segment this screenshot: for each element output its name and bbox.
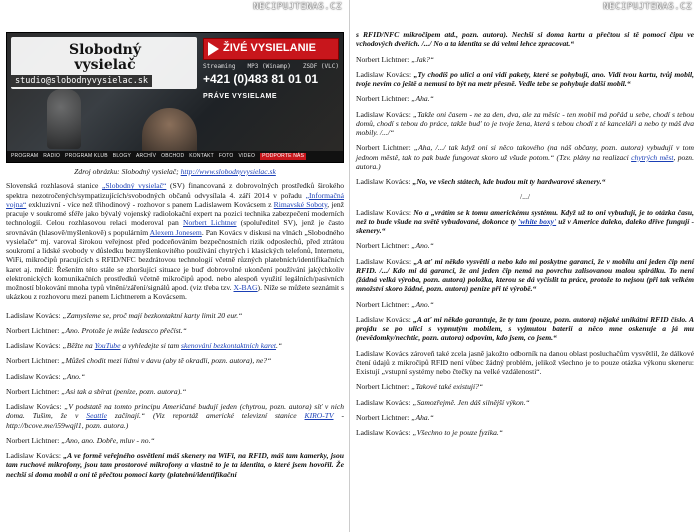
image-caption <box>6 167 344 176</box>
live-label: ŽIVÉ VYSIELANIE <box>223 42 316 55</box>
watermark: NECIPUJTENAS.CZ <box>603 2 692 12</box>
inline-link[interactable]: 'white boxy' <box>518 216 557 226</box>
link-norbert-lichtner[interactable]: Norbert Lichtner <box>183 218 237 228</box>
intro-text: ). Níže se můžete seznámit s ukázkou z rozhovoru mezi panem Lichtnerem a Kovácsem. <box>6 283 345 302</box>
dialogue-text: „V podstatě na tomto principu Američané budují jeden (chytrou, pozn. autora) síť v nich doma. Tušim, že v <box>6 402 345 421</box>
nav-item[interactable]: RADIO <box>43 153 61 160</box>
stream-option[interactable]: MP3 (Winamp) <box>247 63 291 70</box>
speaker-name: Norbert Lichtner: <box>356 143 414 153</box>
intro-text: . Pan Kovács v diskusi na vlnách „Slobodného vysielače“ mj. varoval širokou veřejnost před podceňováním bezpečnostních rizik odposlechů, před ztrátou soukromí a lidské svobody v důsledku bezmyšlenkovitého používání chytrých i klasických telefonů, Internetu, WiFi, mikročipů pracujících s RFID/NFC bezdrátovou technologií včetně různých platebních/identifikačních karet aj. médií: Řešením této stále se zhoršující situace je buď dobrovolné ukončení používání jakýchkoliv elektronických komunikačních prostředků včetně mikročipů apod. nebo alespoň využití legálních/pasivních možností blokování mnoha typů vlnění/záření/signálů apod. (viz třeba tzv. <box>6 227 344 292</box>
dialogue-text: „Asi tak a sbírat (peníze, pozn. autora).“ <box>61 386 187 396</box>
link-x-bag[interactable]: X-BAG <box>233 283 258 292</box>
dialogue-line <box>356 428 694 437</box>
station-logo-title <box>45 43 165 72</box>
dialogue-line <box>6 436 344 445</box>
radio-banner-image <box>6 32 344 163</box>
speaker-name: Norbert Lichtner: <box>356 54 412 64</box>
speaker-name: Ladislaw Kovács: <box>6 402 65 411</box>
speaker-name: Ladislaw Kovács: <box>6 310 63 320</box>
dialogue-line <box>356 398 694 407</box>
dialogue-text: - http://bcove.me/i59wqjl1, pozn. autora.) <box>6 411 344 430</box>
watermark: NECIPUJTENAS.CZ <box>253 2 342 12</box>
speaker-name: Norbert Lichtner: <box>6 356 62 366</box>
dialogue-line <box>356 55 694 64</box>
speaker-name: Ladislaw Kovács: <box>356 69 414 79</box>
dialogue-text: „Ano.“ <box>411 299 434 309</box>
inline-link[interactable]: KIRO-TV <box>304 411 334 421</box>
speaker-name: Ladislaw Kovács: <box>356 109 414 119</box>
link-rimavska-sobota[interactable]: Rimavské Soboty <box>273 199 328 209</box>
speaker-name: Norbert Lichtner: <box>6 435 62 445</box>
caption-text: Zdroj obrázku: Slobodný vysielač; <box>74 167 179 176</box>
now-playing-label: PRÁVE VYSIELAME <box>203 93 278 100</box>
speaker-name: Norbert Lichtner: <box>6 325 62 335</box>
dialogue-text: začínají.“ (Viz reportáž americké televizní stanice <box>106 411 305 421</box>
speaker-name: Ladislaw Kovács: <box>6 451 64 460</box>
microphone-icon <box>47 89 81 149</box>
nav-support[interactable]: PODPORTE NÁS <box>262 153 305 160</box>
nav-item[interactable]: KONTAKT <box>189 153 214 160</box>
play-icon <box>208 42 219 56</box>
speaker-name: Ladislaw Kovács: <box>356 177 413 186</box>
dialogue-text: „Můžeš chodit mezi lidmi v davu (aby tě okradli, pozn. autora), ne?“ <box>61 356 272 366</box>
dialogue-line <box>356 382 694 391</box>
speaker-name: Norbert Lichtner: <box>356 94 412 104</box>
dialogue-line <box>6 341 344 350</box>
dialogue-line <box>356 110 694 138</box>
logo-line1: Slobodný <box>69 42 141 58</box>
dialogue-text: „A ať mi někdo garantuje, že ty tam (pouze, pozn. autora) nějaké unikátní RFID číslo. A projdu se po ulici s vypnutým mobilem, s vyjmutou baterií a něco mne oskenuje a já mu (nevědomky/nechtic, pozn. autora) odpovím, kdo jsem, co jsem.“ <box>356 314 695 343</box>
dialogue-text: „A ve formě veřejného osvětlení máš skenery na WiFi, na RFID, máš tam kamerky, jsou tam ruchové mikrofony, jsou tam prostorové mikrofony a vlastně to je ta identita, o které jsem hovořil. Že nechší si doma mobil a oni tě přečtou pomocí karty (platební/identifikační <box>6 451 345 479</box>
dialogue-line <box>6 372 344 381</box>
studio-phone: +421 (0)483 81 01 01 <box>203 72 319 86</box>
dialogue-text: No a „vrátím se k tomu americkému systému. Když už to oni vybudují, je to otázka času, než to bude všude na světě vybudované, dokonce ty <box>356 207 694 226</box>
live-broadcast-button[interactable] <box>203 38 339 60</box>
speaker-name: Ladislaw Kovács: <box>356 256 414 266</box>
dialogue-text: a vyhledejte si tam <box>120 341 181 350</box>
inline-link[interactable]: skenování bezkontaktních karet <box>181 341 277 350</box>
right-page <box>350 0 700 532</box>
dialogue-line <box>356 70 694 89</box>
dialogue-text: „Jak?“ <box>411 54 435 64</box>
dialogue-line <box>356 208 694 236</box>
right-dialogue <box>356 30 694 437</box>
intro-text: (spoluředitel SV), jenž je často srovnáván (hlasově/myšlenkově) s populárním <box>6 218 344 237</box>
speaker-name: Norbert Lichtner: <box>356 412 412 422</box>
speaker-name: Norbert Lichtner: <box>356 299 412 309</box>
left-dialogue <box>6 311 344 479</box>
dialogue-text: „Ty chodíš po ulici a oni vidí pakety, které se pohybují, ano. Vidí tvou kartu, tvůj mobil, tvoje nevím co ještě a nemusí to být na metr přesně. Vedle tebe se pohybuje další mobil.“ <box>356 69 695 88</box>
dialogue-line <box>6 356 344 365</box>
speaker-name: Ladislaw Kovács: <box>356 314 414 324</box>
nav-item[interactable]: VIDEO <box>238 153 256 160</box>
speaker-name: Norbert Lichtner: <box>6 386 62 396</box>
studio-email: studio@slobodnyvysielac.sk <box>11 75 152 87</box>
link-alex-jones[interactable]: Alexem Jonesem <box>149 227 202 237</box>
dialogue-text: „Ano.“ <box>411 241 434 251</box>
link-slobodny-vysielac[interactable]: „Slobodný vysielač“ <box>102 181 167 191</box>
dialogue-text: „No, ve všech státech, kde budou mít ty hardwarové skenery.“ <box>412 177 606 186</box>
inline-link[interactable]: Seattle <box>86 411 107 421</box>
speaker-name: Ladislaw Kovács: <box>356 207 414 217</box>
intro-paragraph <box>6 181 344 301</box>
dialogue-line <box>356 177 694 186</box>
speaker-name: Norbert Lichtner: <box>356 241 412 251</box>
dialogue-line <box>6 387 344 396</box>
dialogue-text: , pozn. autora.) <box>356 152 694 171</box>
link-informacna-vojna[interactable]: „Informačná vojna“ <box>6 190 344 209</box>
dialogue-text: „Ano. Protože je může ledascco přečíst.“ <box>61 325 187 335</box>
dialogue-text: „A ať mi někdo vysvětlí a nebo kdo mi poskytne garanci, že v mobilu ani jeden čip není RFID. /.../ Kdo mi dá garanci, že ani jeden čip nemá na povrchu zalisovanou malou spirálku. To není (žádná velká výroba, pozn. autora) položka, kterou se dá vyčíslit ta práce, protože to nejsou (při tak velkém množství skoro žádné, pozn. autora) peníze při té výrobě.“ <box>356 256 695 294</box>
dialogue-text: Ladislaw Kovács zároveň také zcela jasně jakožto odborník na danou oblast posluchačům vysvětlil, že dálkové čtení údajů z mikročipů RFID není vůbec žádný problém, jelikož všechno je to pouze otázka výkonu skeneru: Existují „vstupní systémy nebo čtečky na velké vzdálenosti“. <box>356 348 694 376</box>
speaker-name: Norbert Lichtner: <box>356 382 412 392</box>
dialogue-text: .“ <box>276 341 283 350</box>
caption-link[interactable]: http://www.slobodnyvysielac.sk <box>180 167 276 176</box>
banner-nav <box>7 151 343 162</box>
dialogue-text: „Takže oni časem - ne za den, dva, ale za měsíc - ten mobil má pořád u sebe, chodí s tebou domů, chodí s tebou do práce, takže bud' to je tvoje žena, která s tebou chodí z té kanceláři a nebo ty máš dva mobily. /.../“ <box>356 109 695 137</box>
intro-text: exkluzivní - více než třihodinový - rozhovor s panem Ladislawem Kovácsem z <box>26 199 274 209</box>
nav-item[interactable]: ARCHÍV <box>136 153 157 160</box>
dialogue-line <box>356 413 694 422</box>
dialogue-text: „Aha.“ <box>411 94 434 104</box>
dialogue-line <box>6 311 344 320</box>
dialogue-line <box>356 241 694 250</box>
dialogue-text: „Aha, /.../ tak když oni si něco takového (na náš občany, pozn. autora) vybudují v tom jednom městě, tak to pak bude fungovat skoro už všude potom.“ (Tzv. plány na realizaci <box>356 143 694 162</box>
nav-item[interactable]: PROGRAM KLUB <box>65 153 108 160</box>
stream-option[interactable]: Streaming <box>203 63 236 70</box>
nav-item[interactable]: PROGRAM <box>11 153 39 160</box>
dialogue-text: „Zamysleme se, proč mají bezkontaktní karty limit 20 eur.“ <box>62 310 243 320</box>
ellipsis-separator: /.../ <box>520 192 530 202</box>
intro-text: Slovenská rozhlasová stanice <box>6 181 102 191</box>
nav-item[interactable]: BLOGY <box>112 153 132 160</box>
dialogue-line <box>6 451 344 479</box>
dialogue-text: s RFID/NFC mikročipem atd., pozn. autora). Nechší si doma kartu a přečtou si tě pomocí čipu ve vchodových dveřích. /.../ No a ta identita se dá velmi lehce zpracovat.“ <box>356 30 694 49</box>
dialogue-text: „Aha.“ <box>411 412 434 422</box>
intro-text: (SV) financovaná z dobrovolných prostředků širokého spektra nezotročených/sympatizujících/svobodných občanů odvysílala 4. září 2014 v pořadu <box>6 181 344 200</box>
inline-link[interactable]: chytrých měst <box>631 152 674 162</box>
inline-link[interactable]: YouTube <box>94 341 121 350</box>
dialogue-text: „Ano.“ <box>62 371 86 381</box>
nav-item[interactable]: OBCHOD <box>161 153 185 160</box>
dialogue-text: už v Americe daleko, daleko dříve fungují - skenery.“ <box>356 216 694 235</box>
dialogue-text: „Běžte na <box>62 341 95 350</box>
dialogue-text: „Takové také existují?“ <box>411 382 484 392</box>
speaker-name: Ladislaw Kovács: <box>356 397 413 407</box>
dialogue-line <box>6 402 344 430</box>
speaker-name: Ladislaw Kovács: <box>6 371 63 381</box>
dialogue-line <box>356 30 694 49</box>
stream-option[interactable]: ZSDF (VLC) <box>302 63 339 70</box>
stream-options <box>203 63 339 70</box>
dialogue-line <box>356 349 694 377</box>
dialogue-line <box>356 315 694 343</box>
dialogue-line <box>356 300 694 309</box>
dialogue-text: „Ano, ano. Dobře, mluv - no.“ <box>61 435 155 445</box>
speaker-name: Ladislaw Kovács: <box>356 428 413 437</box>
nav-item[interactable]: FOTO <box>218 153 234 160</box>
dialogue-text: „Všechno to je pouze fyzika.“ <box>412 428 503 437</box>
dialogue-text: „Samozřejmě. Jen dáš silnější výkon.“ <box>412 397 530 407</box>
dialogue-line <box>356 257 694 294</box>
intro-text: , jenž pracuje v soukromé sféře jako bývalý vojenský radiolokační expert na pozici technika zabezpečení moderních technologií. Celou rozhlasovou relaci moderoval pan <box>6 199 344 228</box>
dialogue-line <box>356 94 694 103</box>
logo-line2: vysielač <box>74 56 136 73</box>
dialogue-line <box>356 143 694 171</box>
dialogue-line <box>6 326 344 335</box>
speaker-name: Ladislaw Kovács: <box>6 341 63 350</box>
